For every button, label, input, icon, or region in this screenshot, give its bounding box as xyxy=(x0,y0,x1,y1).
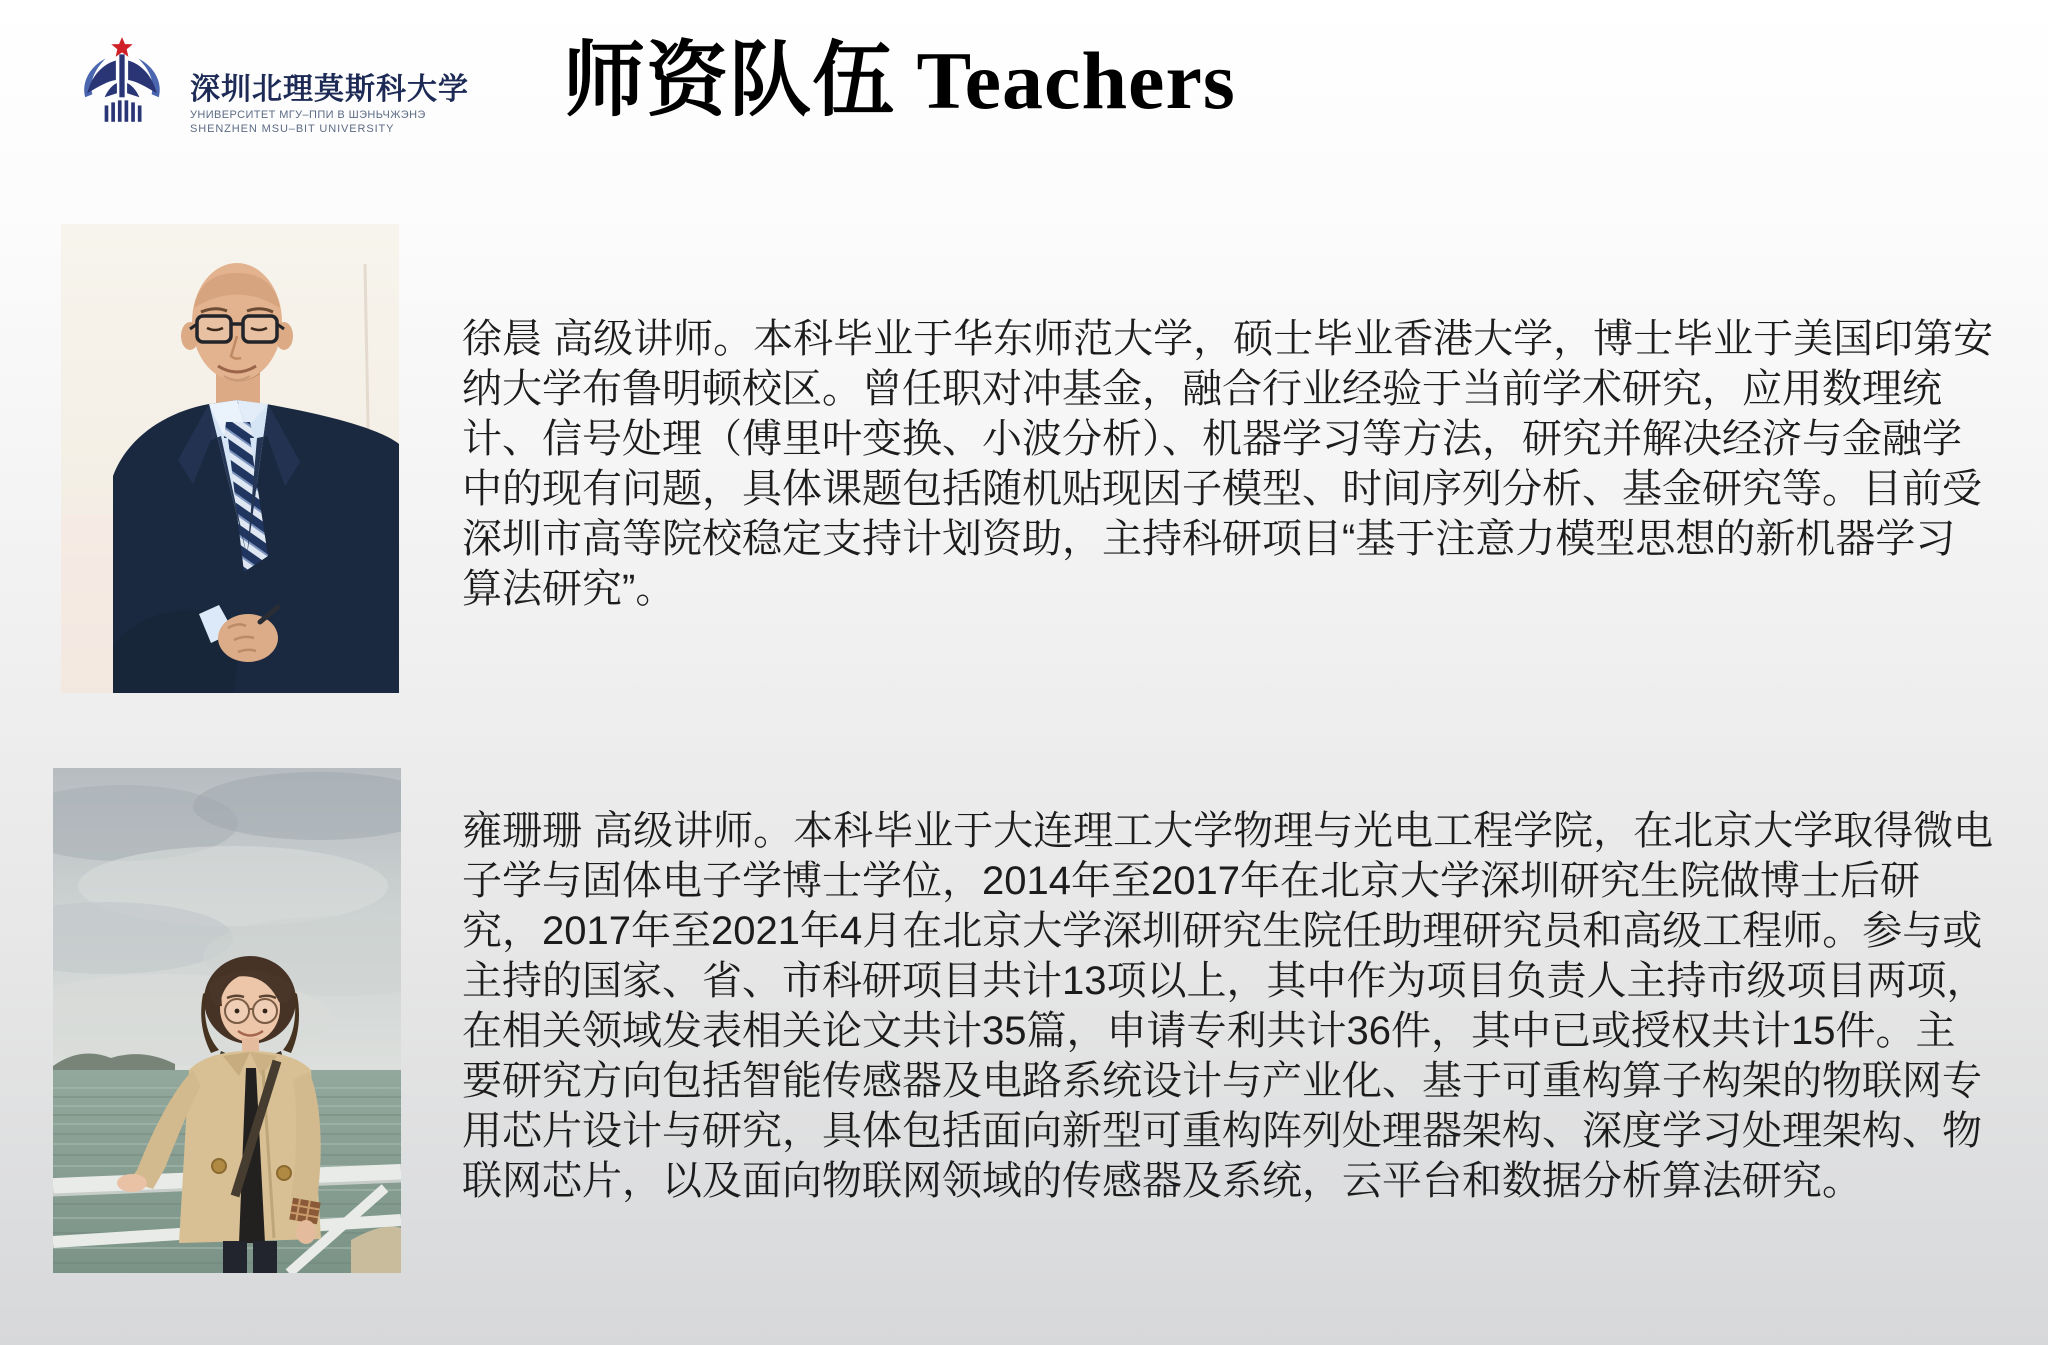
page-title: 师资队伍 Teachers xyxy=(563,35,1236,126)
university-emblem-icon xyxy=(70,34,174,132)
teacher-photo-yong-shanshan xyxy=(53,768,401,1273)
university-name-en: SHENZHEN MSU–BIT UNIVERSITY xyxy=(190,123,395,135)
teacher-photo-xu-chen xyxy=(61,224,399,693)
teacher-bio-xu-chen: 徐晨 高级讲师。本科毕业于华东师范大学，硕士毕业香港大学，博士毕业于美国印第安纳大学布鲁明顿校区。曾任职对冲基金，融合行业经验于当前学术研究，应用数理统计、信号处理（傅里叶变换、小波分析）、机器学习等方法，研究并解决经济与金融学中的现有问题，具体课题包括随机贴现因子模型、时间序列分析、基金研究等。目前受深圳市高等院校稳定支持计划资助，主持科研项目“基于注意力模型思想的新机器学习算法研究”。 xyxy=(462,317,1994,611)
university-name-cn: 深圳北理莫斯科大学 xyxy=(190,73,469,106)
teacher-bio-yong-shanshan: 雍珊珊 高级讲师。本科毕业于大连理工大学物理与光电工程学院，在北京大学取得微电子学与固体电子学博士学位，2014年至2017年在北京大学深圳研究生院做博士后研究，2017年至2021年4月在北京大学深圳研究生院任助理研究员和高级工程师。参与或主持的国家、省、市科研项目共计13项以上，其中作为项目负责人主持市级项目两项，在相关领域发表相关论文共计35篇，申请专利共计36件，其中已或授权共计15件。主要研究方向包括智能传感器及电路系统设计与产业化、基于可重构算子构架的物联网专用芯片设计与研究，具体包括面向新型可重构阵列处理器架构、深度学习处理架构、物联网芯片，以及面向物联网领域的传感器及系统，云平台和数据分析算法研究。 xyxy=(462,809,1994,1203)
university-name-ru: УНИВЕРСИТЕТ МГУ–ППИ В ШЭНЬЧЖЭНЭ xyxy=(190,109,426,121)
university-logo xyxy=(70,34,469,136)
university-logo-text xyxy=(190,34,469,136)
